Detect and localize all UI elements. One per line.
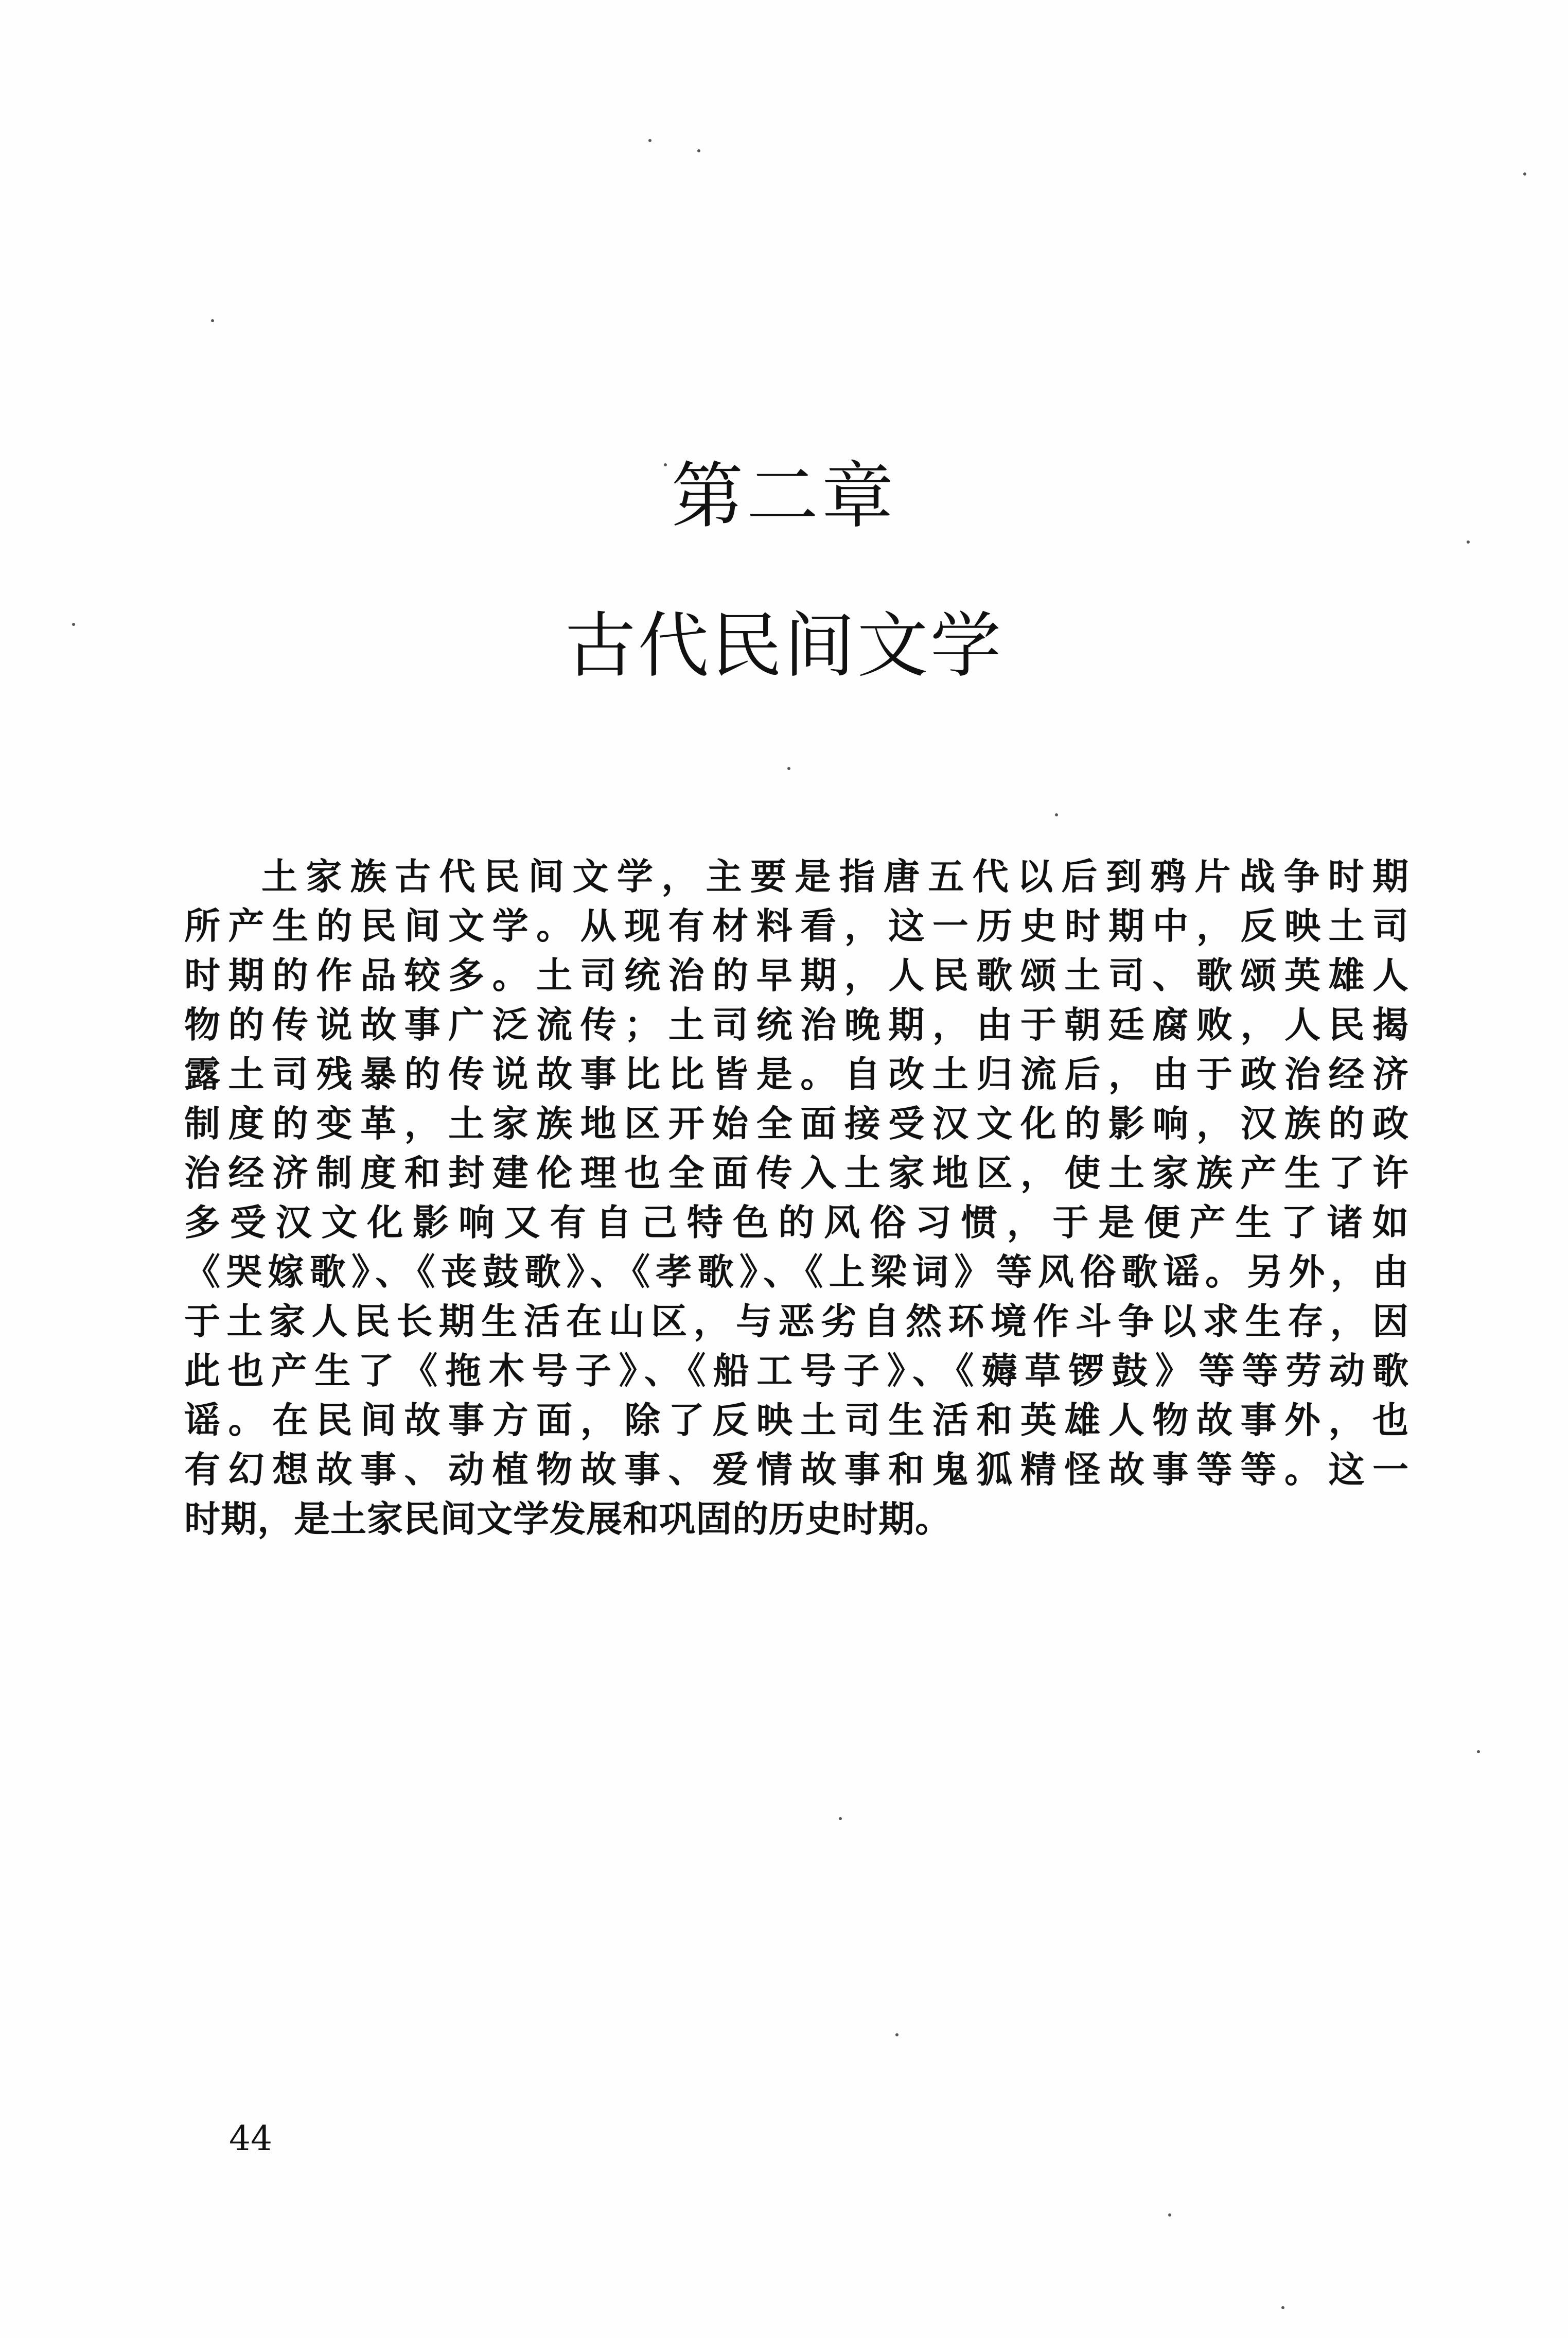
text-line: 治经济制度和封建伦理也全面传入土家地区，使土家族产生了许 — [184, 1151, 1409, 1194]
text-line: 时期的作品较多。土司统治的早期，人民歌颂土司、歌颂英雄人 — [184, 954, 1409, 997]
chapter-title: 古代民间文学 — [565, 604, 1003, 687]
text-line: 《哭嫁歌》、《丧鼓歌》、《孝歌》、《上梁词》等风俗歌谣。另外，由 — [184, 1250, 1409, 1293]
text-line: 于土家人民长期生活在山区，与恶劣自然环境作斗争以求生存，因 — [184, 1300, 1409, 1342]
page-number: 44 — [229, 2119, 272, 2158]
text-line: 制度的变革，土家族地区开始全面接受汉文化的影响，汉族的政 — [184, 1102, 1409, 1145]
text-line: 物的传说故事广泛流传；土司统治晚期，由于朝廷腐败，人民揭 — [184, 1003, 1409, 1046]
scan-speck — [1055, 813, 1058, 816]
scan-speck — [1281, 2306, 1284, 2309]
text-line: 多受汉文化影响又有自己特色的风俗习惯，于是便产生了诸如 — [184, 1201, 1409, 1244]
text-line: 此也产生了《拖木号子》、《船工号子》、《薅草锣鼓》等等劳动歌 — [184, 1349, 1409, 1392]
scan-speck — [648, 139, 651, 142]
text-line: 时期，是土家民间文学发展和巩固的历史时期。 — [184, 1497, 952, 1540]
text-line: 有幻想故事、动植物故事、爱情故事和鬼狐精怪故事等等。这一 — [184, 1448, 1409, 1491]
scan-speck — [211, 319, 214, 322]
scan-speck — [1168, 2213, 1171, 2217]
text-line: 谣。在民间故事方面，除了反映土司生活和英雄人物故事外，也 — [184, 1399, 1409, 1441]
scan-speck — [787, 767, 790, 770]
scan-speck — [1477, 1750, 1480, 1753]
scan-speck — [1523, 172, 1526, 176]
scan-speck — [697, 149, 700, 152]
scan-speck — [1467, 540, 1470, 544]
body-paragraph — [184, 852, 1409, 1544]
chapter-number: 第二章 — [671, 455, 897, 538]
scan-speck — [839, 1817, 842, 1820]
scan-speck — [895, 2033, 898, 2036]
text-line: 所产生的民间文学。从现有材料看，这一历史时期中，反映土司 — [184, 904, 1409, 947]
text-line: 土家族古代民间文学，主要是指唐五代以后到鸦片战争时期 — [261, 855, 1409, 898]
text-line: 露土司残暴的传说故事比比皆是。自改土归流后，由于政治经济 — [184, 1053, 1409, 1095]
